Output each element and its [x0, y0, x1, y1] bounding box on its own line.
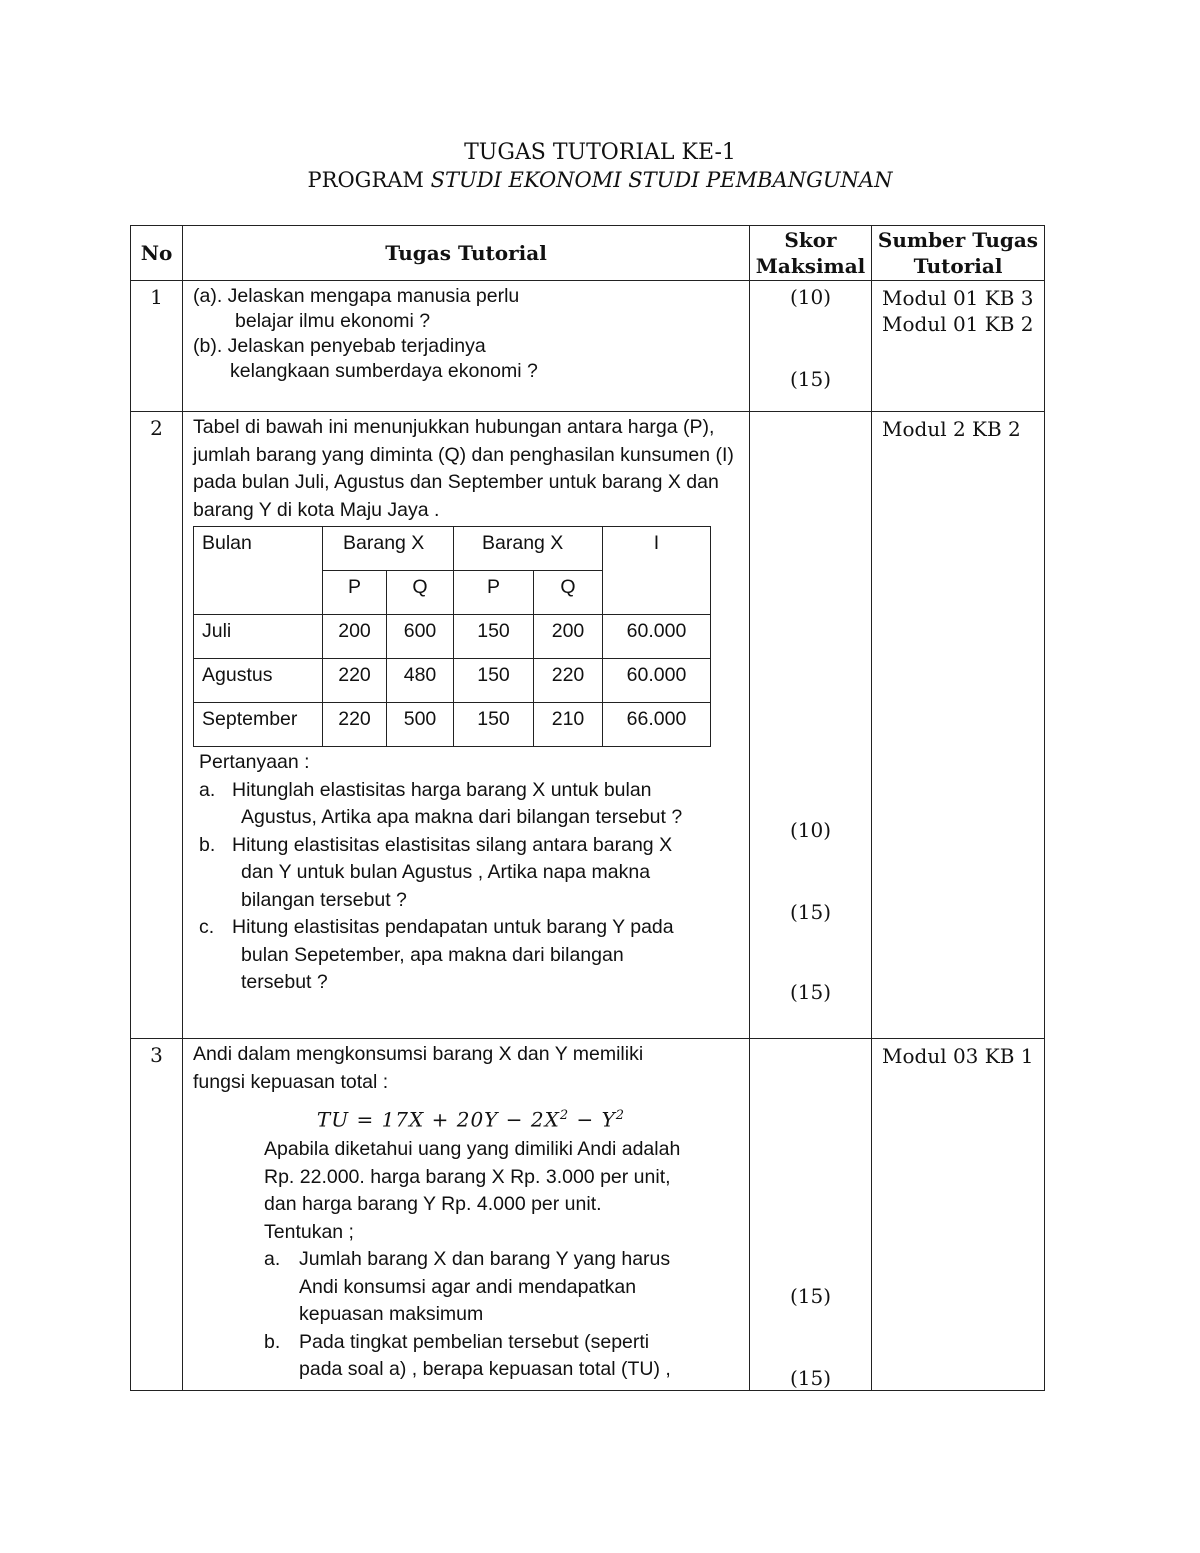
row-number: 2 — [131, 412, 183, 1039]
cell-py: 150 — [454, 659, 534, 703]
sub-header-q: Q — [387, 571, 454, 615]
score-cell — [750, 1039, 872, 1391]
cell-px: 200 — [323, 615, 387, 659]
question-item: c. Hitung elastisitas pendapatan untuk barang Y pada — [199, 916, 674, 938]
task-line: Rp. 22.000. harga barang X Rp. 3.000 per unit, — [264, 1165, 671, 1188]
source-cell — [872, 412, 1045, 1039]
question-line: tersebut ? — [241, 971, 328, 993]
col-header-income: I — [603, 527, 711, 615]
row-number: 3 — [131, 1039, 183, 1391]
header-task: Tugas Tutorial — [183, 226, 750, 281]
table-header-row — [131, 226, 1045, 281]
task-line: fungsi kepuasan total : — [193, 1070, 389, 1093]
cell-px: 220 — [323, 659, 387, 703]
header-score: Skor Maksimal — [750, 226, 872, 281]
document-subtitle: PROGRAM STUDI EKONOMI STUDI PEMBANGUNAN — [307, 168, 893, 192]
table-row — [131, 412, 1045, 1039]
score-value: (15) — [789, 1284, 832, 1308]
cell-py: 150 — [454, 615, 534, 659]
score-cell — [750, 281, 872, 412]
header-no: No — [131, 226, 183, 281]
cell-qx: 480 — [387, 659, 454, 703]
task-cell — [183, 281, 750, 412]
question-line: kepuasan maksimum — [299, 1303, 484, 1326]
question-item: b. Hitung elastisitas elastisitas silang antara barang X — [199, 833, 673, 856]
question-block — [183, 747, 749, 997]
cell-qy: 220 — [534, 659, 603, 703]
cell-qy: 200 — [534, 615, 603, 659]
sub-header-p: P — [454, 571, 534, 615]
header-source: Sumber Tugas Tutorial — [872, 226, 1045, 281]
task-line: dan harga barang Y Rp. 4.000 per unit. — [264, 1193, 602, 1216]
score-value: (15) — [789, 980, 832, 1004]
cell-qx: 500 — [387, 703, 454, 747]
score-value: (15) — [789, 367, 832, 391]
cell-income: 60.000 — [603, 659, 711, 703]
task-cell — [183, 412, 750, 1039]
source-cell — [872, 281, 1045, 412]
question-label: Pertanyaan : — [199, 751, 310, 773]
score-value: (15) — [789, 900, 832, 924]
question-line: bilangan tersebut ? — [241, 888, 407, 911]
task-line: kelangkaan sumberdaya ekonomi ? — [230, 360, 538, 382]
task-body — [193, 1136, 749, 1384]
sub-header-p: P — [323, 571, 387, 615]
task-intro: Tabel di bawah ini menunjukkan hubungan antara harga (P), jumlah barang yang diminta (Q) dan penghasilan kunsumen (I) pada bulan Juli, Agustus dan September untuk barang X dan barang Y di kota Maju Jaya . — [193, 416, 734, 521]
source-text: Modul 03 KB 1 — [882, 1044, 1034, 1068]
score-value: (15) — [789, 1366, 832, 1390]
source-cell — [872, 1039, 1045, 1391]
task-line: Andi dalam mengkonsumsi barang X dan Y memiliki — [193, 1043, 644, 1065]
task-line: (a). Jelaskan mengapa manusia perlu — [193, 285, 520, 307]
col-header-barang-x: Barang X — [323, 527, 454, 571]
table-row — [131, 1039, 1045, 1391]
table-row — [131, 281, 1045, 412]
task-cell — [183, 1039, 750, 1391]
question-line: dan Y untuk bulan Agustus , Artika napa makna — [241, 861, 651, 883]
sub-header-q: Q — [534, 571, 603, 615]
cell-bulan: Agustus — [194, 659, 323, 703]
score-value: (10) — [789, 818, 832, 842]
task-line: (b). Jelaskan penyebab terjadinya — [193, 335, 486, 357]
question-line: Andi konsumsi agar andi mendapatkan — [299, 1275, 637, 1298]
cell-income: 60.000 — [603, 615, 711, 659]
document-title: TUGAS TUTORIAL KE-1 — [464, 140, 736, 165]
question-item: b. Pada tingkat pembelian tersebut (seperti — [264, 1330, 650, 1353]
data-row — [194, 615, 711, 659]
source-text: Modul 01 KB 2 — [882, 312, 1034, 336]
tutorial-task-table — [130, 225, 1045, 1391]
question-line: pada soal a) , berapa kepuasan total (TU) , — [299, 1358, 671, 1381]
source-text: Modul 01 KB 3 — [882, 286, 1034, 310]
question-line: bulan Sepetember, apa makna dari bilangan — [241, 943, 624, 966]
task-line: belajar ilmu ekonomi ? — [235, 310, 431, 332]
score-cell — [750, 412, 872, 1039]
col-header-bulan: Bulan — [194, 527, 323, 615]
col-header-barang-y: Barang X — [454, 527, 603, 571]
cell-qx: 600 — [387, 615, 454, 659]
task-line: Tentukan ; — [264, 1220, 354, 1243]
cell-bulan: Juli — [194, 615, 323, 659]
cell-py: 150 — [454, 703, 534, 747]
row-number: 1 — [131, 281, 183, 412]
cell-qy: 210 — [534, 703, 603, 747]
cell-bulan: September — [194, 703, 323, 747]
data-table — [193, 526, 711, 747]
source-text: Modul 2 KB 2 — [882, 417, 1021, 441]
question-line: Agustus, Artika apa makna dari bilangan tersebut ? — [241, 806, 683, 828]
data-row — [194, 703, 711, 747]
utility-equation: TU = $17X + 20Y - 2X^2 - Y^2$ — [316, 1107, 626, 1132]
cell-px: 220 — [323, 703, 387, 747]
task-line: Apabila diketahui uang yang dimiliki Andi adalah — [264, 1138, 681, 1161]
question-item: a. Hitunglah elastisitas harga barang X untuk bulan — [199, 778, 652, 801]
question-item: a. Jumlah barang X dan barang Y yang harus — [264, 1248, 671, 1271]
cell-income: 66.000 — [603, 703, 711, 747]
score-value: (10) — [789, 285, 832, 309]
data-row — [194, 659, 711, 703]
